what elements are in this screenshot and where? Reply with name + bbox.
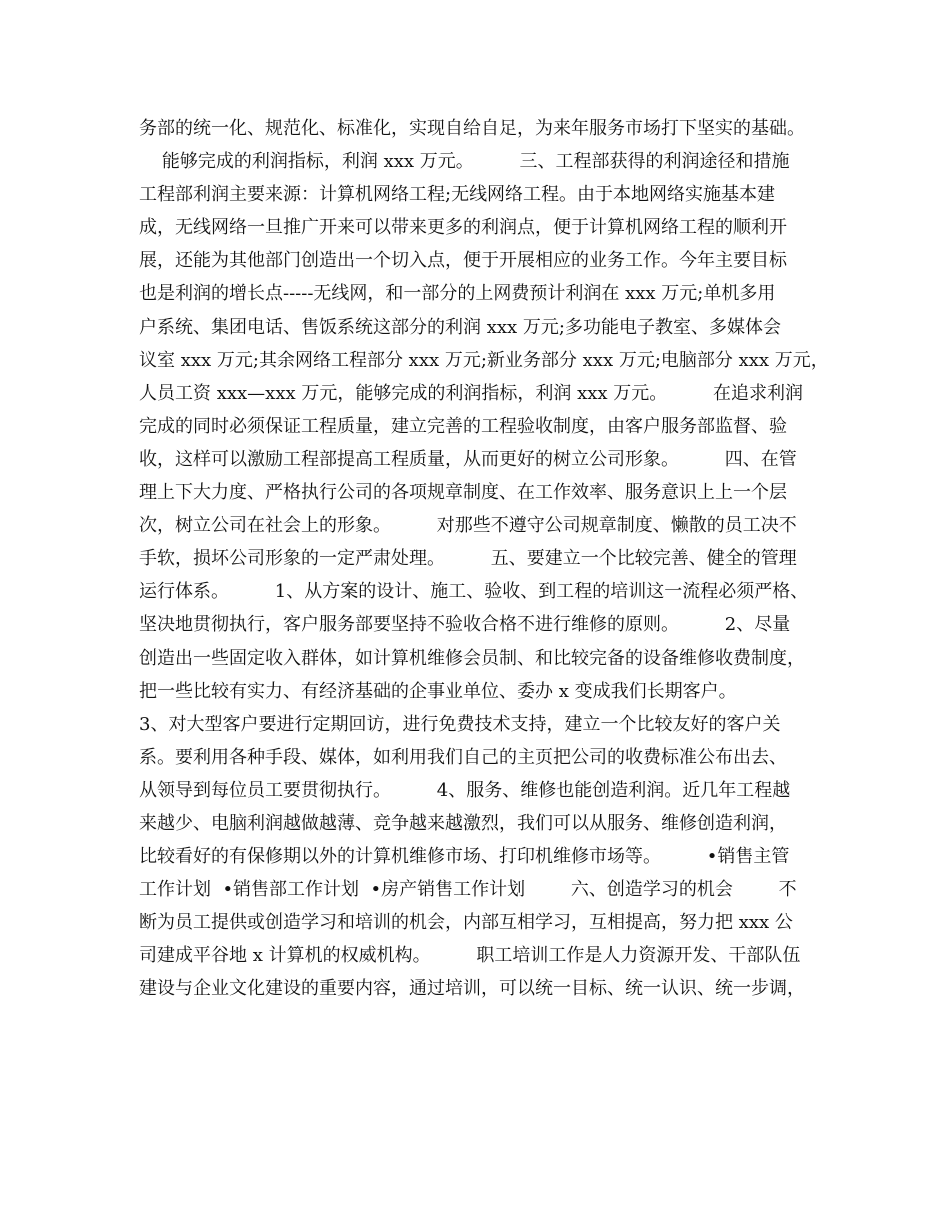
text-line: 务部的统一化、规范化、标准化，实现自给自足，为来年服务市场打下坚实的基础。 (139, 118, 805, 139)
text-line: 完成的同时必须保证工程质量，建立完善的工程验收制度，由客户服务部监督、验 (139, 415, 787, 437)
text-line: 收，这样可以激励工程部提高工程质量，从而更好的树立公司形象。 四、在管 (139, 448, 797, 470)
text-line: 次，树立公司在社会上的形象。 对那些不遵守公司规章制度、懒散的员工决不 (139, 515, 797, 537)
text-line: 工作计划 •销售部工作计划 •房产销售工作计划 六、创造学习的机会 不 (139, 879, 797, 901)
text-line: 运行体系。 1、从方案的设计、施工、验收、到工程的培训这一流程必须严格、 (139, 581, 809, 603)
text-line: 比较看好的有保修期以外的计算机维修市场、打印机维修市场等。 •销售主管 (139, 846, 790, 868)
text-line: 工程部利润主要来源：计算机网络工程;无线网络工程。由于本地网络实施基本建 (139, 184, 776, 206)
text-line: 建设与企业文化建设的重要内容，通过培训，可以统一目标、统一认识、统一步调， (139, 978, 805, 1000)
text-line: 能够完成的利润指标，利润 xxx 万元。 三、工程部获得的利润途径和措施 (139, 151, 790, 173)
text-line: 坚决地贯彻执行，客户服务部要坚持不验收合格不进行维修的原则。 2、尽量 (139, 614, 791, 636)
text-line: 也是利润的增长点-----无线网，和一部分的上网费预计利润在 xxx 万元;单机多用 (139, 283, 776, 305)
text-line: 创造出一些固定收入群体，如计算机维修会员制、和比较完备的设备维修收费制度， (139, 647, 805, 669)
text-line: 把一些比较有实力、有经济基础的企事业单位、委办 x 变成我们长期客户。 (139, 680, 737, 702)
text-line: 系。要利用各种手段、媒体，如利用我们自己的主页把公司的收费标准公布出去、 (139, 746, 787, 768)
text-line: 来越少、电脑利润越做越薄、竞争越来越激烈，我们可以从服务、维修创造利润， (139, 812, 787, 834)
text-line: 户系统、集团电话、售饭系统这部分的利润 xxx 万元;多功能电子教室、多媒体会 (139, 316, 781, 338)
body-text (139, 112, 829, 1006)
text-line: 司建成平谷地 x 计算机的权威机构。 职工培训工作是人力资源开发、干部队伍 (139, 945, 801, 967)
text-line: 断为员工提供或创造学习和培训的机会，内部互相学习，互相提高，努力把 xxx 公 (139, 912, 793, 934)
text-line: 议室 xxx 万元;其余网络工程部分 xxx 万元;新业务部分 xxx 万元;电脑部分 xxx 万元， (139, 349, 829, 371)
text-line: 从领导到每位员工要贯彻执行。 4、服务、维修也能创造利润。近几年工程越 (139, 779, 791, 801)
text-line: 展，还能为其他部门创造出一个切入点，便于开展相应的业务工作。今年主要目标 (139, 250, 787, 272)
text-line: 手软，损坏公司形象的一定严肃处理。 五、要建立一个比较完善、健全的管理 (139, 548, 797, 570)
text-line: 成，无线网络一旦推广开来可以带来更多的利润点，便于计算机网络工程的顺利开 (139, 217, 787, 239)
text-line: 3、对大型客户要进行定期回访，进行免费技术支持，建立一个比较友好的客户关 (139, 713, 781, 735)
text-line: 理上下大力度、严格执行公司的各项规章制度、在工作效率、服务意识上上一个层 (139, 482, 787, 504)
text-line: 人员工资 xxx—xxx 万元，能够完成的利润指标，利润 xxx 万元。 在追求利润 (139, 382, 804, 404)
